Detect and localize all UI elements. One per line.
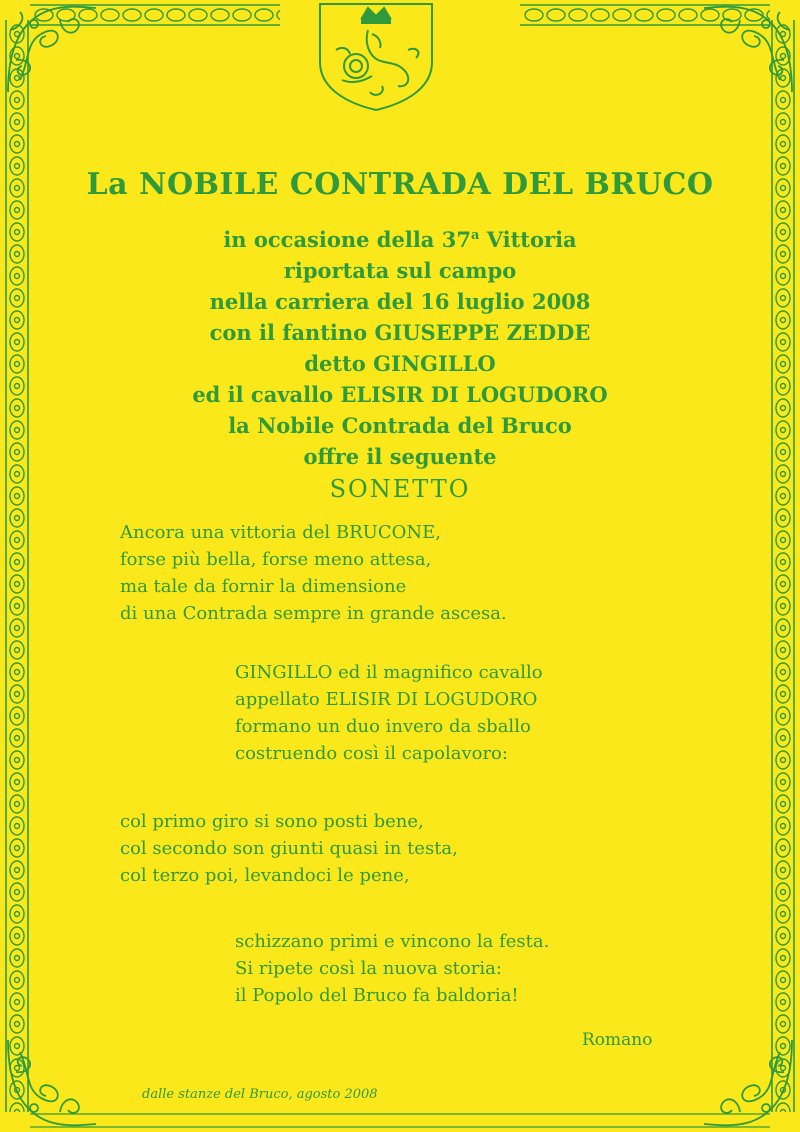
corner-ornament-icon xyxy=(700,0,800,100)
verse-line: schizzano primi e vincono la festa. xyxy=(235,931,550,952)
right-floral-border xyxy=(768,20,798,1112)
verse-line: formano un duo invero da sballo xyxy=(235,716,531,737)
intro-line: la Nobile Contrada del Bruco xyxy=(228,413,572,438)
intro-line xyxy=(40,220,760,255)
left-floral-border xyxy=(2,20,32,1112)
intro-line: detto GINGILLO xyxy=(304,351,496,376)
verse-line: di una Contrada sempre in grande ascesa. xyxy=(120,603,507,624)
intro-victory-count: in occasione della 37 xyxy=(223,227,471,252)
dedication-header xyxy=(40,168,760,472)
verse-line: col primo giro si sono posti bene, xyxy=(120,811,424,832)
verse-line: Ancora una vittoria del BRUCONE, xyxy=(120,522,441,543)
intro-line: ed il cavallo ELISIR DI LOGUDORO xyxy=(192,382,608,407)
verse-line: col secondo son giunti quasi in testa, xyxy=(120,838,458,859)
verse-line: costruendo così il capolavoro: xyxy=(235,743,508,764)
verse-line: Si ripete così la nuova storia: xyxy=(235,958,502,979)
verse-line: ma tale da fornir la dimensione xyxy=(120,576,407,597)
stanza-1 xyxy=(120,519,507,627)
intro-line: nella carriera del 16 luglio 2008 xyxy=(209,289,591,314)
footer-note: dalle stanze del Bruco, agosto 2008 xyxy=(142,1087,378,1102)
corner-ornament-icon xyxy=(0,0,100,100)
intro-line: riportata sul campo xyxy=(283,258,517,283)
intro-line: con il fantino GIUSEPPE ZEDDE xyxy=(209,320,591,345)
intro-line: offre il seguente xyxy=(303,444,497,469)
author-signature: Romano xyxy=(582,1030,653,1050)
corner-ornament-icon xyxy=(700,1032,800,1132)
contrada-crest-icon xyxy=(312,0,440,112)
stanza-2 xyxy=(235,659,543,767)
verse-line: forse più bella, forse meno attesa, xyxy=(120,549,432,570)
corner-ornament-icon xyxy=(0,1032,100,1132)
intro-victory-word: Vittoria xyxy=(479,227,577,252)
verse-line: appellato ELISIR DI LOGUDORO xyxy=(235,689,538,710)
sonetto-heading: SONETTO xyxy=(329,475,471,503)
document-title: La NOBILE CONTRADA DEL BRUCO xyxy=(86,167,714,202)
ordinal-superscript: a xyxy=(470,228,480,243)
bottom-floral-border xyxy=(30,1110,770,1130)
stanza-3 xyxy=(120,808,458,889)
verse-line: col terzo poi, levandoci le pene, xyxy=(120,865,410,886)
verse-line: GINGILLO ed il magnifico cavallo xyxy=(235,662,543,683)
stanza-4 xyxy=(235,928,549,1009)
verse-line: il Popolo del Bruco fa baldoria! xyxy=(235,985,519,1006)
